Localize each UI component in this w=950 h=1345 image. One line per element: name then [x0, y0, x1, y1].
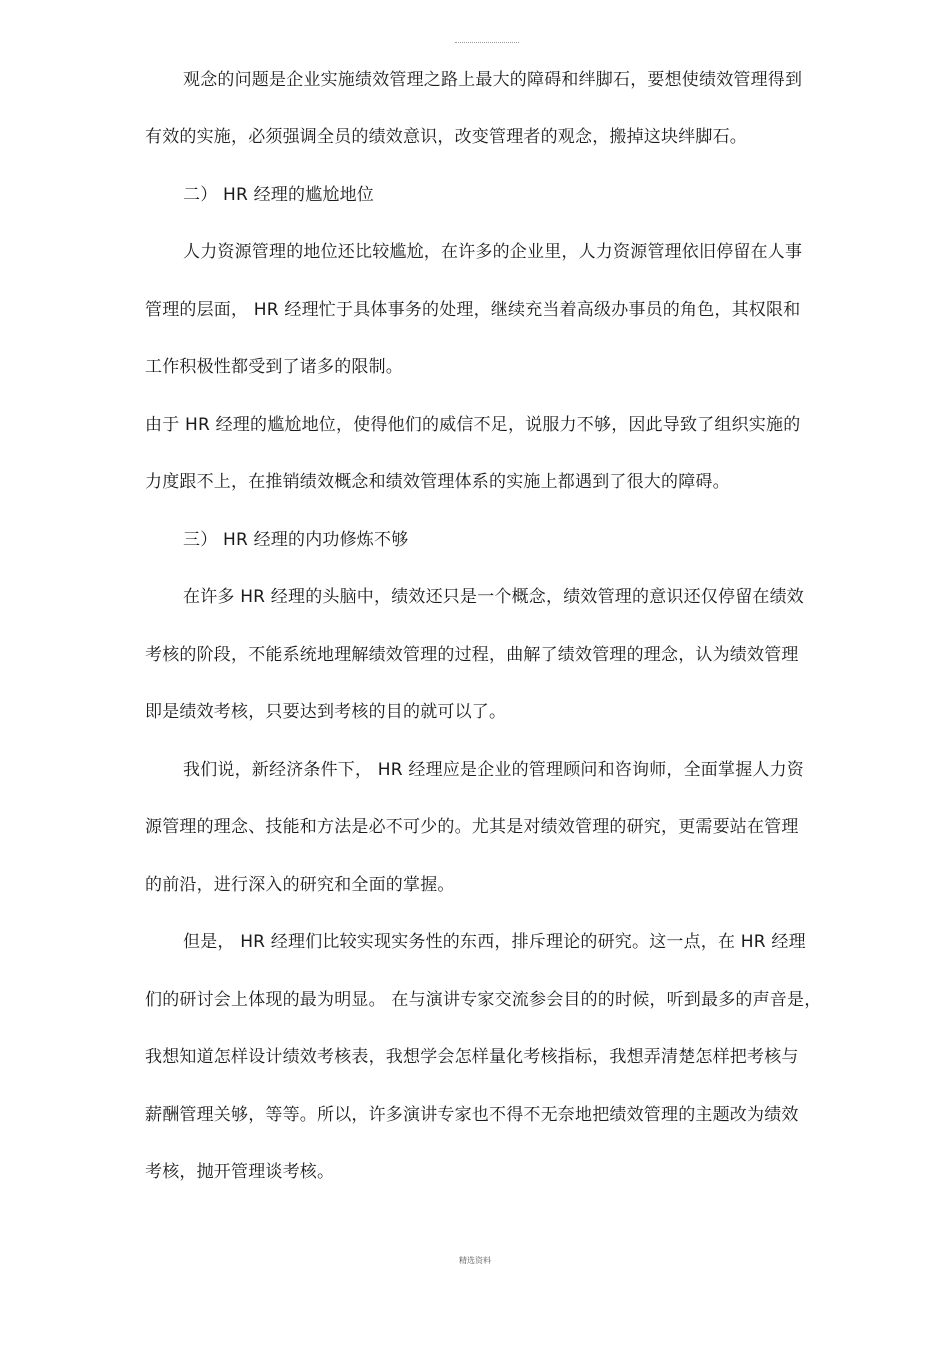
page-footer: 精选资料 — [459, 1256, 491, 1265]
text-line-16: 但是， HR 经理们比较实现实务性的东西，排斥理论的研究。这一点，在 HR 经理 — [183, 932, 806, 952]
text-line-13: 我们说，新经济条件下， HR 经理应是企业的管理顾问和咨询师，全面掌握人力资 — [183, 760, 805, 780]
section-heading-3: 三） HR 经理的内功修炼不够 — [183, 530, 409, 550]
text-line-19: 薪酬管理关够，等等。所以，许多演讲专家也不得不无奈地把绩效管理的主题改为绩效 — [145, 1105, 799, 1125]
section-heading-2: 二） HR 经理的尴尬地位 — [183, 185, 375, 205]
text-line-12: 即是绩效考核，只要达到考核的目的就可以了。 — [145, 702, 507, 722]
text-line-6: 工作积极性都受到了诸多的限制。 — [145, 357, 403, 377]
text-line-2: 有效的实施，必须强调全员的绩效意识，改变管理者的观念，搬掉这块绊脚石。 — [145, 127, 747, 147]
text-line-18: 我想知道怎样设计绩效考核表，我想学会怎样量化考核指标，我想弄清楚怎样把考核与 — [145, 1047, 799, 1067]
text-line-8: 力度跟不上，在推销绩效概念和绩效管理体系的实施上都遇到了很大的障碍。 — [145, 472, 730, 492]
text-line-14: 源管理的理念、技能和方法是必不可少的。尤其是对绩效管理的研究，更需要站在管理 — [145, 817, 799, 837]
text-line-20: 考核，抛开管理谈考核。 — [145, 1162, 335, 1182]
text-line-15: 的前沿，进行深入的研究和全面的掌握。 — [145, 875, 455, 895]
header-dotted-rule — [455, 42, 519, 43]
text-line-11: 考核的阶段，不能系统地理解绩效管理的过程，曲解了绩效管理的理念，认为绩效管理 — [145, 645, 799, 665]
text-line-7: 由于 HR 经理的尴尬地位，使得他们的威信不足，说服力不够，因此导致了组织实施的 — [145, 415, 801, 435]
text-line-17: 们的研讨会上体现的最为明显。 在与演讲专家交流参会目的的时候，听到最多的声音是， — [145, 990, 822, 1010]
text-line-1: 观念的问题是企业实施绩效管理之路上最大的障碍和绊脚石，要想使绩效管理得到 — [183, 70, 803, 90]
text-line-5: 管理的层面， HR 经理忙于具体事务的处理，继续充当着高级办事员的角色，其权限和 — [145, 300, 801, 320]
text-line-10: 在许多 HR 经理的头脑中，绩效还只是一个概念，绩效管理的意识还仅停留在绩效 — [183, 587, 805, 607]
text-line-4: 人力资源管理的地位还比较尴尬，在许多的企业里，人力资源管理依旧停留在人事 — [183, 242, 803, 262]
